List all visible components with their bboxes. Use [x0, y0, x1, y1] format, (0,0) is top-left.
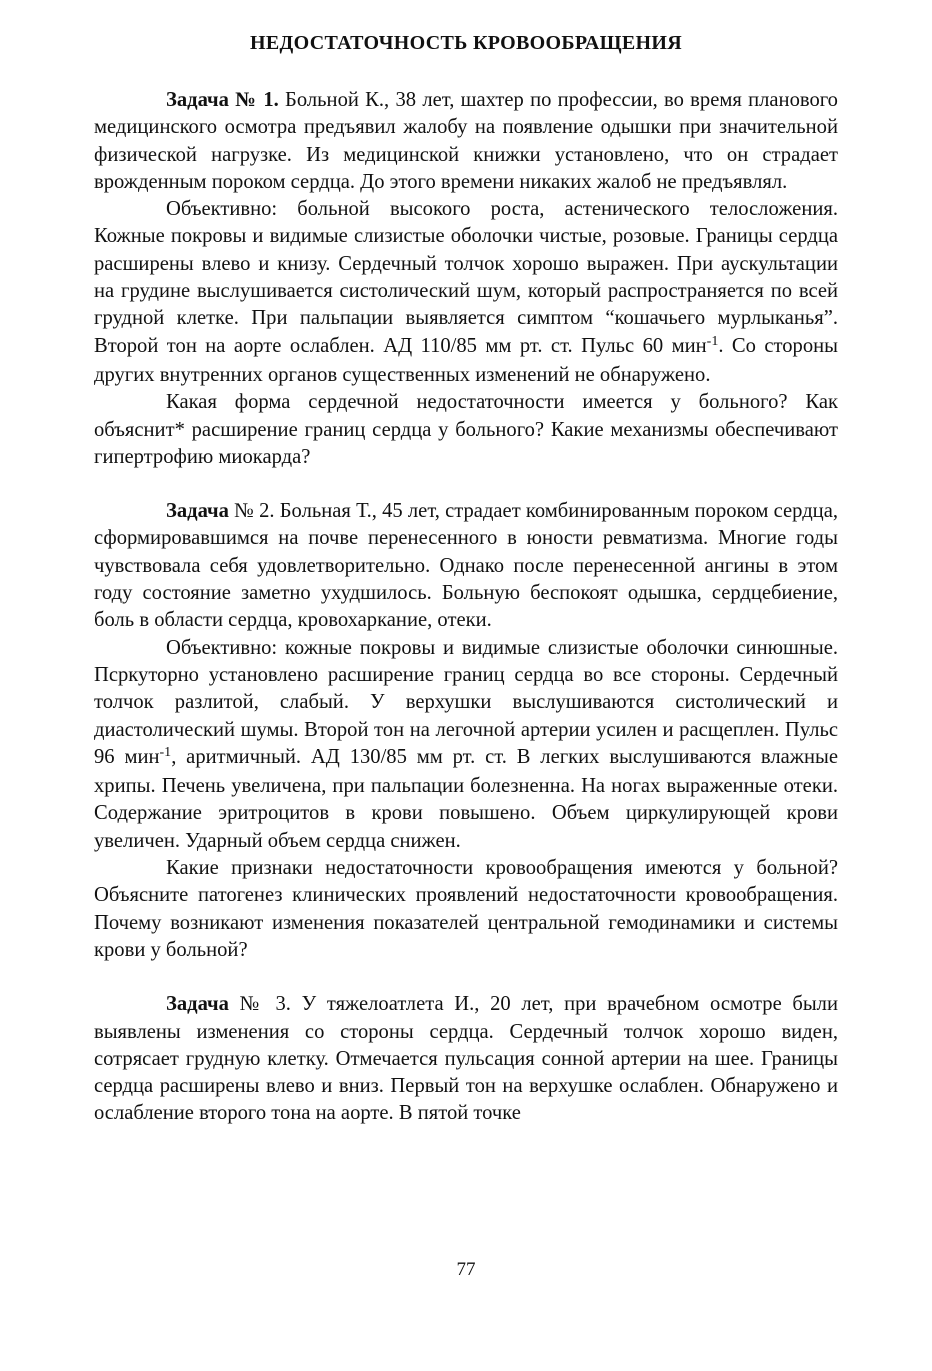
- task3-label-number: № 3.: [228, 993, 291, 1016]
- task2-paragraph1: [94, 498, 838, 634]
- task1-paragraph2: [94, 196, 838, 389]
- task2-label: Задача: [166, 500, 229, 523]
- task1-text2b: . Со стороны других внутренних органов существенных изменений не обнаружено.: [94, 334, 838, 386]
- task3-text1: У тяжелоатлета И., 20 лет, при врачебном осмотре были выявлены изменения со стороны сердца. Сердечный толчок хорошо виден, сотрясает грудную клетку. Отмечается пульсация сонной артерии на шее. Границы сердца расширены влево и вниз. Первый тон на верхушке ослаблен. Обнаружено и ослабление второго тона на аорте. В пятой точке: [94, 993, 838, 1125]
- page-title: НЕДОСТАТОЧНОСТЬ КРОВООБРАЩЕНИЯ: [250, 32, 682, 54]
- task2-text1: Больная Т., 45 лет, страдает комбинированным пороком сердца, сформировавшимся на почве перенесенного в юности ревматизма. Многие годы чувствовала себя удовлетворительно. Однако после перенесенной ангины в этом году состояние заметно ухудшилось. Больную беспокоят одышка, сердцебиение, боль в области сердца, кровохаркание, отеки.: [94, 500, 838, 632]
- task1-text2a: Объективно: больной высокого роста, астенического телосложения. Кожные покровы и видимые слизистые оболочки чистые, розовые. Границы сердца расширены влево и книзу. Сердечный толчок хорошо выражен. При аускультации на грудине выслушивается систолический шум, который распространяется по всей грудной клетке. При пальпации выявляется симптом “кошачьего мурлыканья”. Второй тон на аорте ослаблен. АД 110/85 мм рт. ст. Пульс 60 мин: [94, 198, 838, 357]
- spacer: [94, 964, 838, 991]
- task2-text2a: Объективно: кожные покровы и видимые слизистые оболочки синюшные. Псркуторно установлено расширение границ сердца во все стороны. Сердечный толчок разлитой, слабый. У верхушки выслушиваются систолический и диастолический шумы. Второй тон на легочной артерии усилен и расщеплен. Пульс 96 мин: [94, 636, 838, 768]
- task2-superscript: -1: [159, 744, 172, 760]
- task2-paragraph2: [94, 635, 838, 855]
- task1-superscript: -1: [706, 333, 719, 349]
- task2-label-number: № 2.: [228, 500, 275, 523]
- task1-label: Задача № 1.: [166, 89, 279, 111]
- task1-text1: Больной К., 38 лет, шахтер по профессии, во время планового медицинского осмотра предъявил жалобу на появление одышки при значительной физической нагрузке. Из медицинской книжки установлено, что он страдает врожденным пороком сердца. До этого времени никаких жалоб не предъявлял.: [94, 89, 838, 193]
- page-number: 77: [456, 1259, 476, 1280]
- task1-paragraph1: [94, 87, 838, 196]
- task3-paragraph1: [94, 991, 838, 1127]
- task1-question: Какая форма сердечной недостаточности имеется у больного? Как объяснит* расширение границ сердца у больного? Какие механизмы обеспечивают гипертрофию миокарда?: [94, 391, 838, 468]
- spacer: [94, 471, 838, 498]
- task3-label: Задача: [166, 993, 229, 1016]
- task2-text2b: , аритмичный. АД 130/85 мм рт. ст. В легких выслушиваются влажные хрипы. Печень увеличена, при пальпации болезненна. На ногах выраженные отеки. Содержание эритроцитов в крови повышено. Объем циркулирующей крови увеличен. Ударный объем сердца снижен.: [94, 745, 838, 852]
- body-text: [94, 87, 838, 1128]
- task2-question: Какие признаки недостаточности кровообращения имеются у больной? Объясните патогенез клинических проявлений недостаточности кровообращения. Почему возникают изменения показателей центральной гемодинамики и системы крови у больной?: [94, 857, 838, 961]
